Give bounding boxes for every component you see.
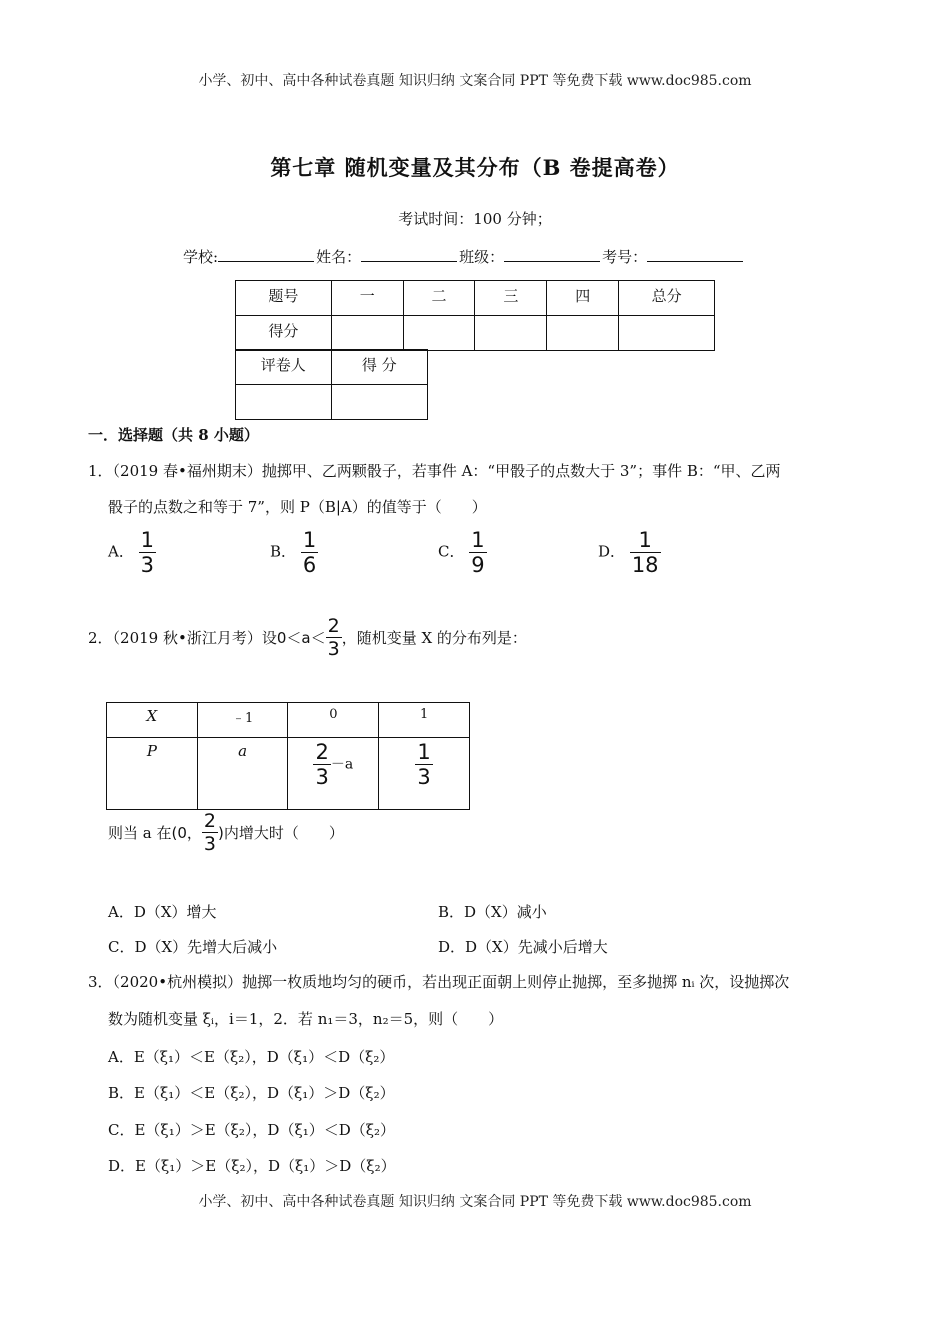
school-field[interactable]: [218, 247, 314, 262]
grader-header-cell: 得 分: [331, 350, 428, 385]
option-label: A．: [108, 542, 134, 561]
score-cell[interactable]: [331, 316, 403, 351]
dist-cell: a: [197, 738, 288, 810]
score-header-cell: 一: [331, 281, 403, 316]
grader-cell[interactable]: [236, 385, 332, 420]
fraction: [301, 528, 318, 577]
q2-suffix: ，随机变量 X 的分布列是：: [341, 629, 527, 647]
school-label: 学校:: [183, 248, 219, 266]
fraction-denominator: 3: [315, 765, 329, 789]
fraction-denominator: 3: [327, 638, 340, 660]
dist-p-label: P: [107, 738, 198, 810]
fraction-denominator: 3: [203, 833, 216, 855]
fraction: [326, 615, 342, 660]
q3-line2: 数为随机变量 ξᵢ，i＝1，2．若 n₁＝3，n₂＝5，则（ ）: [108, 1010, 504, 1028]
fraction-denominator: 6: [302, 553, 317, 577]
fraction-numerator: 1: [638, 528, 652, 552]
q3-option-d[interactable]: D．E（ξ₁）＞E（ξ₂），D（ξ₁）＞D（ξ₂）: [108, 1157, 396, 1175]
q2-then-prefix: 则当 a 在: [108, 824, 172, 842]
q2-option-a[interactable]: A．D（X）增大: [108, 903, 217, 921]
class-label: 班级：: [459, 248, 505, 266]
name-label: 姓名：: [316, 248, 362, 266]
dist-header-cell: X: [107, 703, 198, 738]
name-field[interactable]: [361, 247, 457, 262]
dist-cell: [379, 738, 470, 810]
fraction-numerator: 1: [471, 528, 485, 552]
q3-line1: 3．（2020•杭州模拟）抛掷一枚质地均匀的硬币，若出现正面朝上则停止抛掷，至多抛掷 nᵢ 次，设抛掷次: [88, 973, 790, 991]
q1-option-a[interactable]: [108, 528, 156, 577]
page-footer: 小学、初中、高中各种试卷真题 知识归纳 文案合同 PPT 等免费下载 www.doc985.com: [198, 1194, 752, 1210]
score-row-label: 得分: [236, 316, 332, 351]
option-label: B．: [270, 542, 297, 561]
fraction-denominator: 18: [631, 553, 659, 577]
q3-option-a[interactable]: A．E（ξ₁）＜E（ξ₂），D（ξ₁）＜D（ξ₂）: [108, 1048, 395, 1066]
score-header-cell: 题号: [236, 281, 332, 316]
score-cell[interactable]: [547, 316, 619, 351]
q1-option-b[interactable]: [270, 528, 318, 577]
distribution-table: [106, 702, 470, 810]
q1-option-d[interactable]: [598, 528, 661, 577]
interval-close: ): [217, 823, 224, 842]
q2-stem: [88, 615, 527, 660]
fraction-denominator: 9: [471, 553, 485, 577]
score-table: [235, 280, 715, 351]
q2-option-c[interactable]: C．D（X）先增大后减小: [108, 938, 278, 956]
score-header-cell: 四: [547, 281, 619, 316]
option-label: C．: [438, 542, 465, 561]
page-header: 小学、初中、高中各种试卷真题 知识归纳 文案合同 PPT 等免费下载 www.doc985.com: [198, 73, 752, 89]
interval-open: (0，: [171, 824, 202, 842]
q2-prefix: 2．（2019 秋•浙江月考）设: [88, 629, 277, 647]
q3-option-b[interactable]: B．E（ξ₁）＜E（ξ₂），D（ξ₁）＞D（ξ₂）: [108, 1084, 395, 1102]
fraction-numerator: 2: [203, 810, 216, 832]
grader-header-cell: 评卷人: [236, 350, 332, 385]
class-field[interactable]: [504, 247, 600, 262]
q3-option-c[interactable]: C．E（ξ₁）＞E（ξ₂），D（ξ₁）＜D（ξ₂）: [108, 1121, 396, 1139]
fraction: [415, 740, 432, 789]
fraction-numerator: 1: [140, 528, 154, 552]
fraction-numerator: 1: [417, 740, 431, 764]
number-label: 考号：: [602, 248, 648, 266]
exam-time: 考试时间：100 分钟；: [398, 210, 552, 228]
fraction-denominator: 3: [417, 765, 431, 789]
dist-header-cell: 0: [288, 703, 379, 738]
fraction: [469, 528, 486, 577]
number-field[interactable]: [647, 247, 743, 262]
q2-then-suffix: 内增大时（ ）: [223, 824, 344, 842]
fraction: [313, 740, 330, 789]
q2-then-line: [108, 810, 344, 855]
grader-table: [235, 349, 428, 420]
q2-option-b[interactable]: B．D（X）减小: [438, 903, 547, 921]
score-header-cell: 总分: [619, 281, 715, 316]
q2-option-d[interactable]: D．D（X）先减小后增大: [438, 938, 608, 956]
dist-cell: [288, 738, 379, 810]
fraction: [202, 810, 218, 855]
option-label: D．: [598, 542, 626, 561]
fraction-denominator: 3: [140, 553, 154, 577]
student-info-line: [183, 246, 745, 267]
fraction-numerator: 2: [327, 615, 340, 637]
q1-line1: 1．（2019 春•福州期末）抛掷甲、乙两颗骰子，若事件 A：“甲骰子的点数大于 3”；事件 B：“甲、乙两: [88, 462, 781, 480]
fraction: [139, 528, 156, 577]
score-header-cell: 二: [403, 281, 475, 316]
q2-condition: 0＜a＜: [276, 629, 326, 647]
score-cell[interactable]: [475, 316, 547, 351]
dist-header-cell: ﹣1: [197, 703, 288, 738]
fraction-numerator: 1: [302, 528, 317, 552]
dist-header-cell: 1: [379, 703, 470, 738]
score-cell[interactable]: [619, 316, 715, 351]
q1-option-c[interactable]: [438, 528, 487, 577]
section-heading: 一．选择题（共 8 小题）: [88, 426, 259, 444]
page-title: 第七章 随机变量及其分布（B 卷提高卷）: [270, 155, 680, 180]
grader-cell[interactable]: [331, 385, 428, 420]
cell-tail: －a: [330, 756, 354, 773]
score-cell[interactable]: [403, 316, 475, 351]
fraction-numerator: 2: [315, 740, 329, 764]
q1-line2: 骰子的点数之和等于 7”，则 P（B|A）的值等于（ ）: [108, 498, 487, 516]
score-header-cell: 三: [475, 281, 547, 316]
fraction: [630, 528, 661, 577]
